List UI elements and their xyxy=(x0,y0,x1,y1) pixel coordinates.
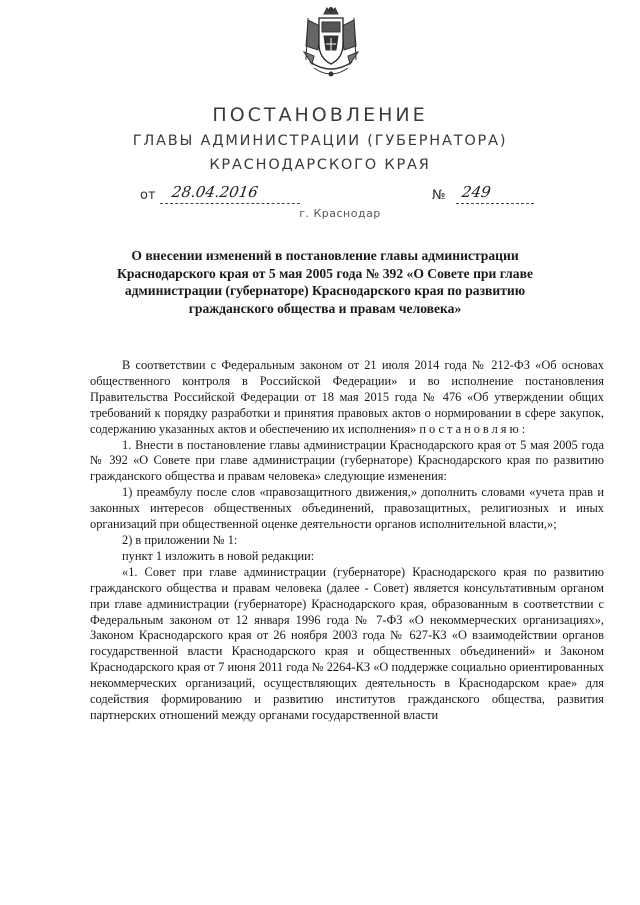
decree-word: постановляю: xyxy=(419,421,529,436)
document-body xyxy=(90,358,604,724)
date-number-line xyxy=(0,183,640,209)
point-1-new-text-paragraph: «1. Совет при главе администрации (губернаторе) Краснодарского края по развитию гражданского общества и правам человека (далее - Совет) является консультативным органом при главе администрации (губернаторе) Краснодарского края, образованным в соответствии с Федеральным законом от 12 января 1996 года № 7-ФЗ «О некоммерческих организациях», Законом Краснодарского края от 26 ноября 2003 года № 627-КЗ «О взаимодействии органов государственной власти Краснодарского края и общественных объединений» и Законом Краснодарского края от 7 июня 2011 года № 2264-КЗ «О поддержке социально ориентированных некоммерческих организаций, осуществляющих деятельность в Краснодарском крае» для содействия формированию и развитию институтов гражданского общества, развития партнерских отношений между органами государственной власти xyxy=(90,564,604,722)
preamble-text: В соответствии с Федеральным законом от 21 июля 2014 года № 212-ФЗ «Об основах общественного контроля в Российской Федерации» и во исполнение постановления Правительства Российской Федерации от 18 мая 2015 года № 476 «Об утверждении общих требований к порядку разработки и принятия правовых актов о нормировании в сфере закупок, содержанию указанных актов и обеспечению их исполнения» xyxy=(90,358,604,436)
date-field xyxy=(160,183,300,204)
preamble-paragraph xyxy=(90,358,604,438)
city-label: г. Краснодар xyxy=(299,207,381,220)
date-prefix: от xyxy=(140,188,156,203)
subitem-2-paragraph: 2) в приложении № 1: xyxy=(122,532,238,547)
number-prefix: № xyxy=(432,188,446,203)
handwritten-date: 28.04.2016 xyxy=(170,183,260,201)
issuer-line-2: КРАСНОДАРСКОГО КРАЯ xyxy=(209,157,431,173)
coat-of-arms-emblem xyxy=(300,6,362,84)
point-1-intro-paragraph: пункт 1 изложить в новой редакции: xyxy=(122,548,315,563)
issuer-line-1: ГЛАВЫ АДМИНИСТРАЦИИ (ГУБЕРНАТОРА) xyxy=(132,133,508,149)
resolution-title: О внесении изменений в постановление главы администрации Краснодарского края от 5 мая 2005 года № 392 «О Совете при главе администрации (губернаторе) Краснодарского края по развитию гражданского общества и правам человека» xyxy=(117,248,533,316)
handwritten-number: 249 xyxy=(460,183,492,201)
item-1-paragraph: 1. Внести в постановление главы администрации Краснодарского края от 5 мая 2005 года № 392 «О Совете при главе администрации (губернаторе) Краснодарского края по развитию гражданского общества и правам человека» следующие изменения: xyxy=(90,437,604,484)
document-type-title: ПОСТАНОВЛЕНИЕ xyxy=(212,104,428,126)
subitem-1-paragraph: 1) преамбулу после слов «правозащитного движения,» дополнить словами «учета прав и законных интересов общественных объединений, правозащитных, религиозных и иных организаций при общественной оценке деятельности органов исполнительной власти,»; xyxy=(90,485,604,532)
number-field xyxy=(456,183,534,204)
